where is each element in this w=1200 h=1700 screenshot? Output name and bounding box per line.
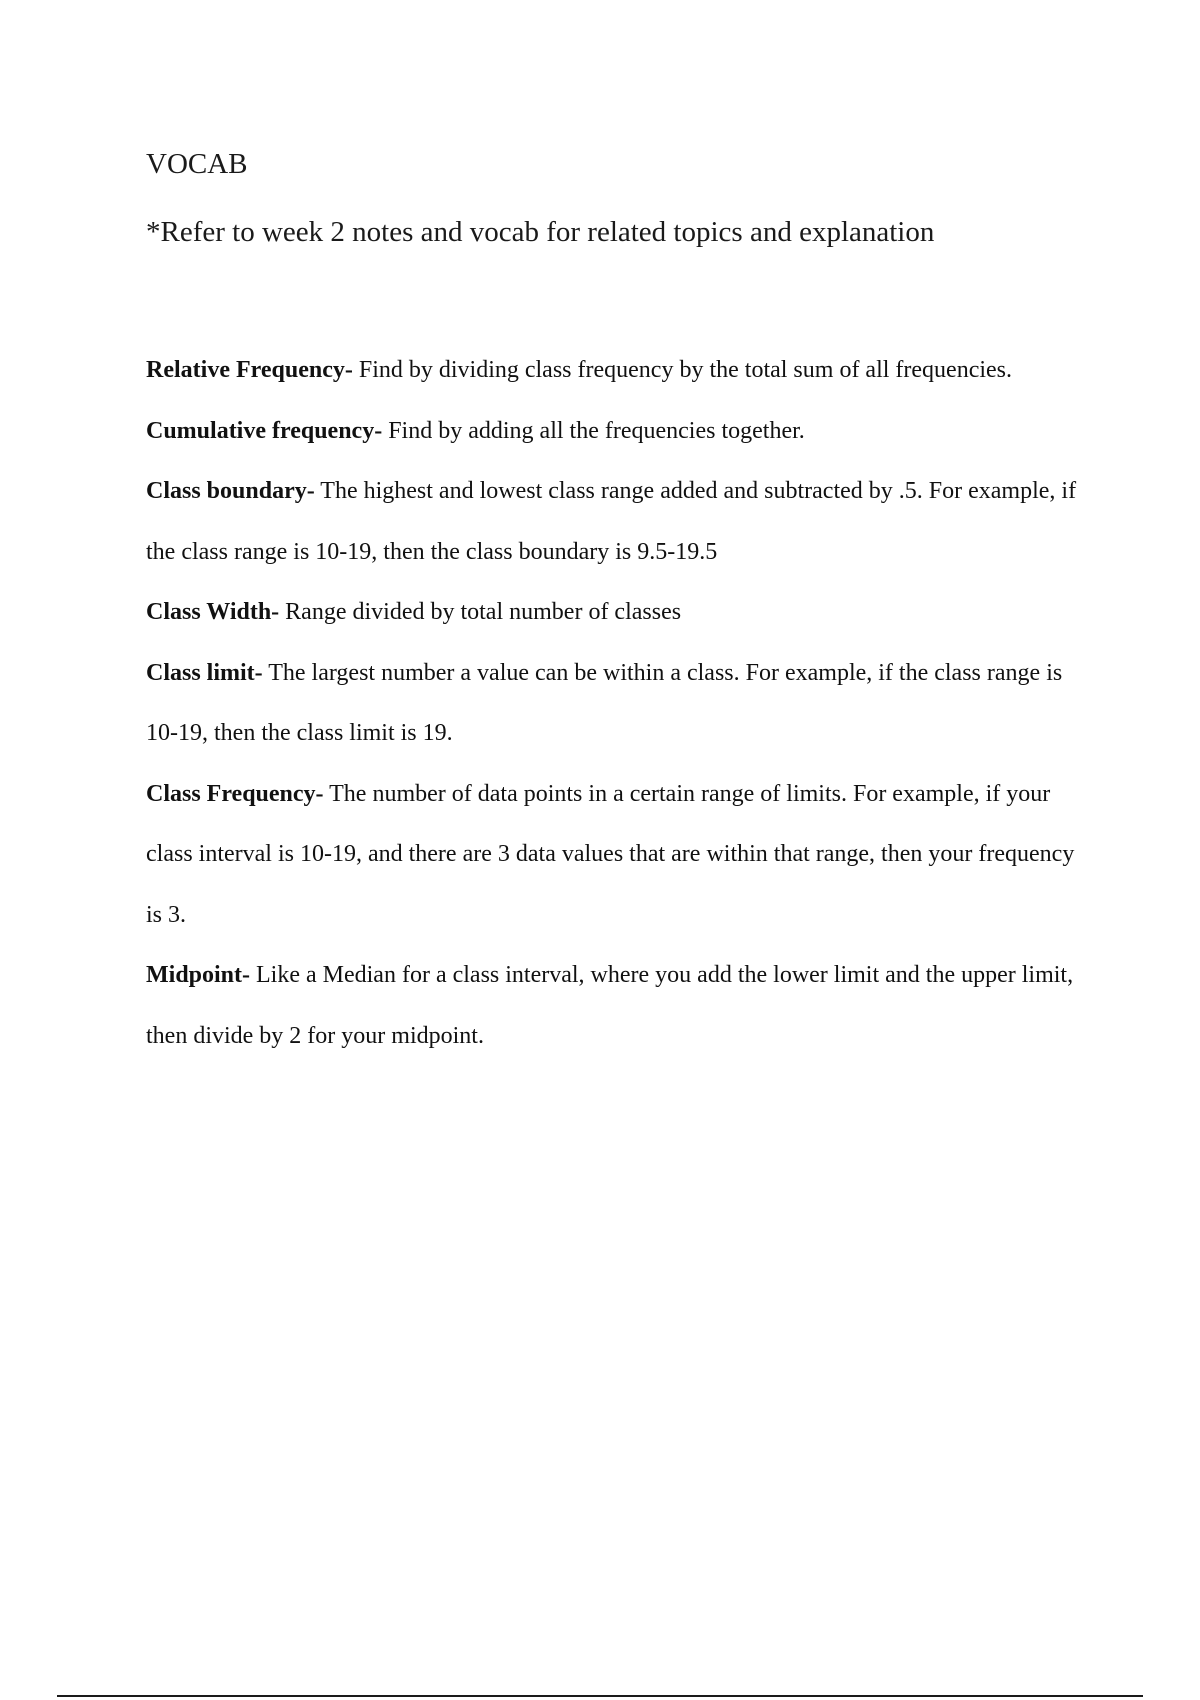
vocab-term: Class boundary- (146, 478, 315, 504)
vocab-term: Class Frequency- (146, 780, 324, 807)
page-bottom-divider (57, 1695, 1143, 1697)
vocab-term: Class limit- (146, 659, 263, 686)
vocab-entry-relative-frequency (146, 340, 1086, 401)
page-title: VOCAB (146, 148, 248, 180)
vocab-term: Cumulative frequency- (146, 417, 383, 444)
vocab-entry-midpoint (146, 945, 1086, 1066)
vocab-definition: The highest and lowest class range added and subtracted by .5. For example, if the class range is 10-19, then the class boundary is 9.5-19.5 (146, 478, 1077, 565)
vocab-definition: Find by dividing class frequency by the total sum of all frequencies. (352, 357, 1013, 383)
vocab-definition: Range divided by total number of classes (279, 599, 682, 625)
vocab-definition: The largest number a value can be within a class. For example, if the class range is 10-19, then the class limit is 19. (146, 659, 1063, 746)
vocab-term: Midpoint- (146, 962, 251, 988)
vocab-definition: Like a Median for a class interval, where you add the lower limit and the upper limit, then divide by 2 for your midpoint. (146, 962, 1074, 1049)
vocab-list (146, 340, 1086, 1066)
vocab-term: Relative Frequency- (146, 357, 353, 383)
vocab-definition: The number of data points in a certain range of limits. For example, if your class interval is 10-19, and there are 3 data values that are within that range, then your frequency is 3. (146, 780, 1075, 928)
vocab-term: Class Width- (146, 599, 280, 625)
vocab-entry-class-width (146, 582, 1086, 643)
vocab-definition: Find by adding all the frequencies together. (382, 417, 805, 444)
vocab-entry-class-limit (146, 643, 1086, 764)
page-subtitle: *Refer to week 2 notes and vocab for related topics and explanation (146, 216, 935, 248)
vocab-entry-class-boundary (146, 461, 1086, 582)
vocab-entry-class-frequency (146, 764, 1086, 946)
vocab-entry-cumulative-frequency (146, 401, 1086, 462)
